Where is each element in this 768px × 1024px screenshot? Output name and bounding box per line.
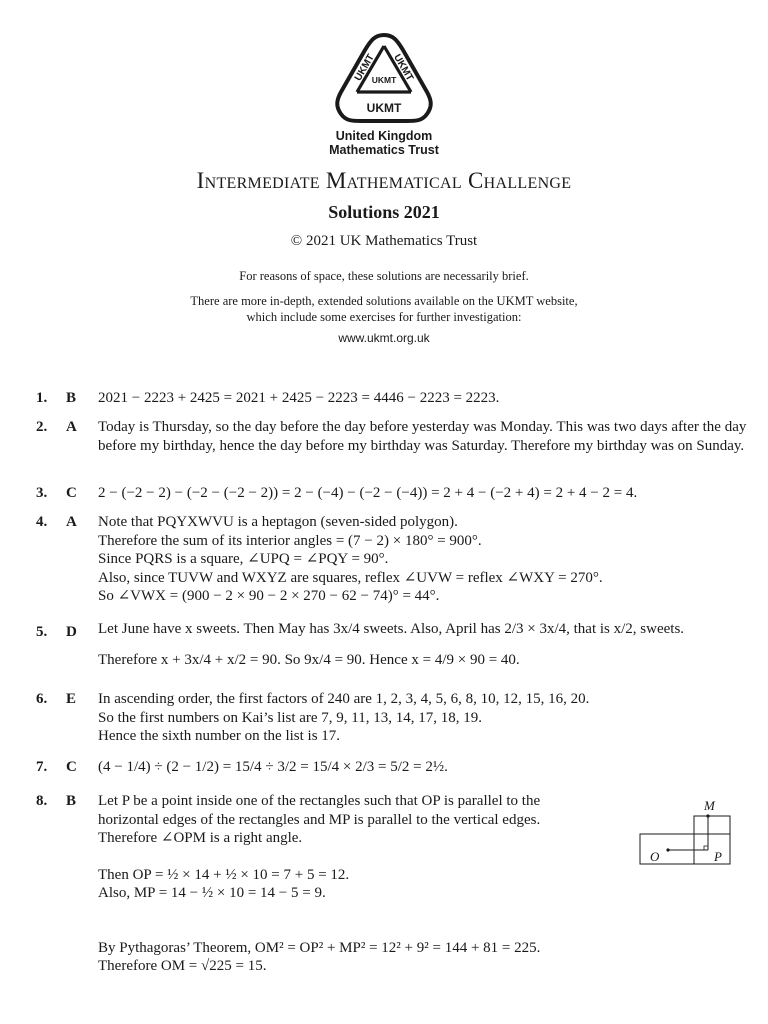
label-o: O — [650, 849, 660, 864]
website-url[interactable]: www.ukmt.org.uk — [338, 331, 430, 345]
answer-letter: B — [66, 390, 77, 406]
org-name — [0, 129, 768, 157]
solution-line: horizontal edges of the rectangles and MP is parallel to the vertical edges. — [98, 811, 541, 828]
solution-line: By Pythagoras’ Theorem, OM² = OP² + MP² = 12² + 9² = 144 + 81 = 225. — [98, 939, 541, 956]
vertical-rectangle — [694, 816, 730, 864]
solution-line: (4 − 1/4) ÷ (2 − 1/2) = 15/4 ÷ 3/2 = 15/4 × 2/3 = 5/2 = 2½. — [98, 759, 448, 775]
answer-letter: E — [66, 691, 77, 707]
solution-line: 2021 − 2223 + 2425 = 2021 + 2425 − 2223 = 4446 − 2223 = 2223. — [98, 390, 500, 406]
question-number: 8. — [36, 793, 48, 809]
page-subtitle: Solutions 2021 — [328, 202, 440, 222]
note-extended — [0, 294, 768, 325]
solution-line: Therefore x + 3x/4 + x/2 = 90. So 9x/4 = 90. Hence x = 4/9 × 90 = 40. — [98, 651, 520, 668]
solution-line: Note that PQYXWVU is a heptagon (seven-sided polygon). — [98, 514, 458, 530]
answer-letter: A — [66, 419, 77, 435]
solution-line: Then OP = ½ × 14 + ½ × 10 = 7 + 5 = 12. — [98, 866, 350, 883]
rectangles-diagram — [632, 796, 742, 872]
label-m: M — [704, 798, 715, 813]
note-brief: For reasons of space, these solutions are necessarily brief. — [239, 269, 529, 283]
note-extended-line-1: There are more in-depth, extended solutions available on the UKMT website, — [190, 294, 578, 308]
logo-text: UKMT — [366, 101, 402, 115]
svg-text:UKMT: UKMT — [352, 52, 377, 84]
copyright: © 2021 UK Mathematics Trust — [290, 233, 478, 249]
answer-letter: C — [66, 759, 77, 775]
solution-line: Let P be a point inside one of the rectangles such that OP is parallel to the — [98, 793, 541, 809]
solution-line: In ascending order, the first factors of 240 are 1, 2, 3, 4, 5, 6, 8, 10, 12, 15, 16, 20. — [98, 691, 590, 707]
answer-letter: B — [66, 793, 77, 809]
solution-line: So the first numbers on Kai’s list are 7, 9, 11, 13, 14, 17, 18, 19. — [98, 709, 482, 726]
right-angle-mark — [704, 846, 708, 850]
note-extended-line-2: which include some exercises for further investigation: — [246, 309, 522, 324]
solution-line: Therefore ∠OPM is a right angle. — [98, 830, 303, 846]
solution-line: Therefore OM = √225 = 15. — [98, 958, 267, 974]
point-m — [706, 814, 709, 817]
answer-letter: C — [66, 485, 77, 501]
solution-line: So ∠VWX = (900 − 2 × 90 − 2 × 270 − 62 − 74)° = 44°. — [98, 588, 440, 604]
answer-letter: D — [66, 624, 77, 640]
org-line-2: Mathematics Trust — [329, 143, 439, 157]
solution-line: 2 − (−2 − 2) − (−2 − (−2 − 2)) = 2 − (−4) − (−2 − (−4)) = 2 + 4 − (−2 + 4) = 2 + 4 − 2 = 4. — [98, 485, 638, 501]
question-number: 3. — [36, 485, 48, 501]
svg-text:UKMT: UKMT — [371, 75, 397, 85]
solution-line: Let June have x sweets. Then May has 3x/4 sweets. Also, April has 2/3 × 3x/4, that is x/2, sweets. — [98, 621, 685, 637]
question-number: 2. — [36, 419, 48, 435]
solution-line: Also, since TUVW and WXYZ are squares, reflex ∠UVW = reflex ∠WXY = 270°. — [98, 569, 603, 586]
question-number: 1. — [36, 390, 48, 406]
solution-line: Therefore the sum of its interior angles = (7 − 2) × 180° = 900°. — [98, 532, 482, 549]
question-number: 6. — [36, 691, 48, 707]
answer-letter: A — [66, 514, 77, 530]
page-title: Intermediate Mathematical Challenge — [196, 168, 572, 193]
org-line-1: United Kingdom — [335, 129, 433, 143]
point-o — [666, 848, 669, 851]
question-number: 4. — [36, 514, 48, 530]
svg-text:UKMT: UKMT — [391, 52, 416, 84]
solution-line: Hence the sixth number on the list is 17. — [98, 728, 341, 744]
question-number: 5. — [36, 624, 48, 640]
label-p: P — [714, 849, 722, 864]
solution-line: Since PQRS is a square, ∠UPQ = ∠PQY = 90°. — [98, 551, 389, 567]
question-number: 7. — [36, 759, 48, 775]
solution-line: Today is Thursday, so the day before the day before yesterday was Monday. This was two days after the day before my birthday, hence the day before my birthday was Saturday. Therefore my birthday was on Sunday. — [98, 419, 747, 454]
solution-line: Also, MP = 14 − ½ × 10 = 14 − 5 = 9. — [98, 885, 326, 901]
ukmt-logo — [331, 32, 437, 124]
